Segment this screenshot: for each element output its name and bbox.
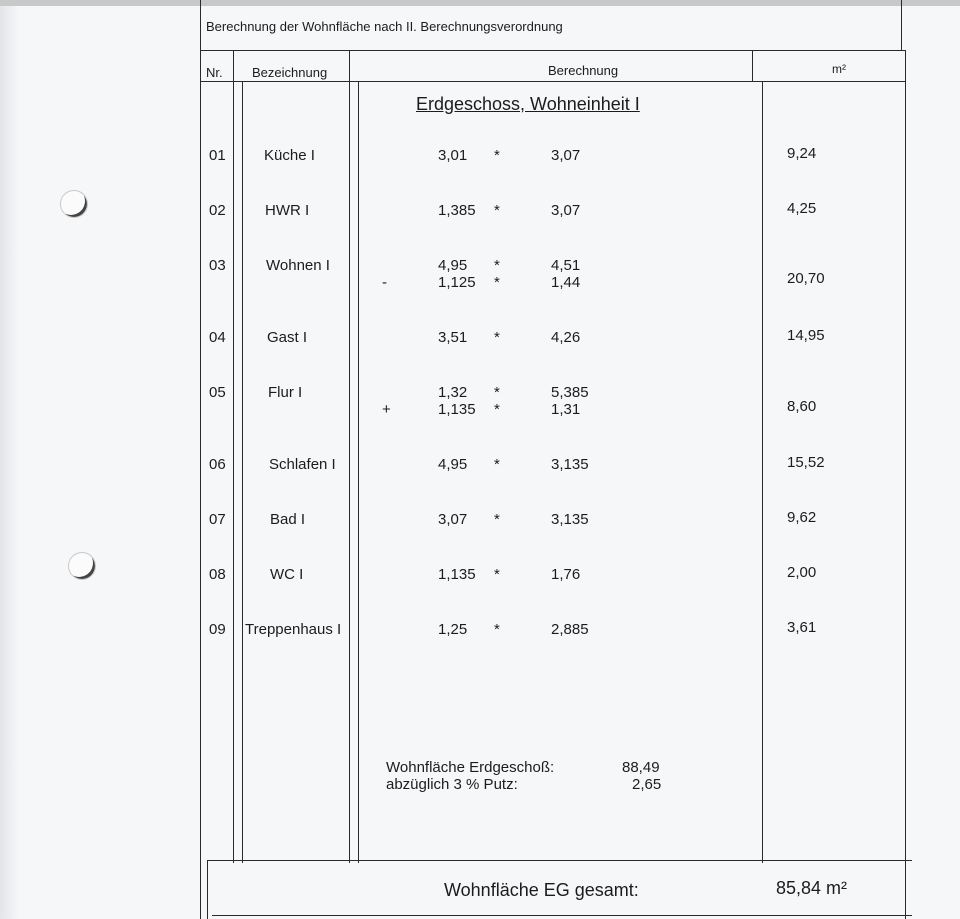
calc-factor-a: 3,07 [438,511,468,528]
total-bottom-line [212,915,912,916]
calc-operator: * [494,511,500,528]
room-name: Gast I [267,329,308,346]
column-header-berechnung: Berechnung [548,63,619,78]
calc-factor-a: 1,32 [438,384,468,401]
column-header-unit: m² [832,62,846,76]
calc-operator: * [494,384,500,401]
total-top-line [207,860,912,861]
room-name: WC I [270,566,304,583]
frame-left-line [200,0,201,919]
calc-operator: * [494,329,500,346]
calc-factor-b: 4,26 [551,329,581,346]
calc-operator: * [494,621,500,638]
frame-right-top-line [901,0,902,50]
total-left-line [207,860,208,919]
row-number: 07 [209,511,226,528]
calc-factor-b: 3,07 [551,147,581,164]
punch-hole-top [60,190,88,218]
col-sep-bez-inner [358,81,359,863]
room-area: 9,24 [787,145,817,162]
total-label: Wohnfläche EG gesamt: [444,880,639,900]
calc-factor-a: 1,135 [438,566,476,583]
total-value: 85,84 m² [776,878,848,898]
room-area: 20,70 [787,270,825,287]
calc-factor-a: 3,01 [438,147,468,164]
calc-factor-a: 1,135 [438,401,476,418]
calc-operator: * [494,274,500,291]
room-area: 8,60 [787,398,817,415]
calc-factor-a: 3,51 [438,329,468,346]
calc-sign: + [382,401,391,418]
calc-operator: * [494,456,500,473]
summary-value-plaster: 2,65 [632,776,662,793]
room-name: Flur I [268,384,303,401]
calc-operator: * [494,257,500,274]
col-sep-nr-inner [242,81,243,863]
paper-edge [0,0,18,919]
summary-label-plaster: abzüglich 3 % Putz: [386,776,518,793]
header-bottom-line [200,81,905,82]
calc-factor-a: 4,95 [438,257,468,274]
document-title: Berechnung der Wohnfläche nach II. Berechnungsverordnung [206,19,563,34]
room-name: Küche I [264,147,315,164]
row-number: 09 [209,621,226,638]
calc-factor-a: 1,125 [438,274,476,291]
scan-top-band [0,0,960,6]
col-sep-bez [349,50,350,863]
room-area: 9,62 [787,509,817,526]
column-header-nr: Nr. [206,65,223,80]
calc-factor-a: 1,25 [438,621,468,638]
col-sep-ber-head [752,50,753,82]
calc-operator: * [494,202,500,219]
calc-factor-b: 1,31 [551,401,581,418]
room-area: 15,52 [787,454,825,471]
room-name: Schlafen I [269,456,336,473]
row-number: 01 [209,147,226,164]
room-area: 14,95 [787,327,825,344]
room-name: HWR I [265,202,310,219]
row-number: 05 [209,384,226,401]
calc-factor-b: 2,885 [551,621,589,638]
room-name: Bad I [270,511,306,528]
calc-sign: - [382,274,387,291]
column-header-bezeichnung: Bezeichnung [252,65,328,80]
col-sep-nr [233,50,234,863]
row-number: 04 [209,329,226,346]
section-title: Erdgeschoss, Wohneinheit I [416,94,640,114]
row-number: 03 [209,257,226,274]
summary-label-living-area: Wohnfläche Erdgeschoß: [386,759,555,776]
col-sep-ber [762,81,763,863]
room-name: Treppenhaus I [245,621,342,638]
calc-factor-a: 4,95 [438,456,468,473]
room-name: Wohnen I [266,257,330,274]
row-number: 02 [209,202,226,219]
calc-operator: * [494,566,500,583]
room-area: 2,00 [787,564,817,581]
calc-factor-b: 3,135 [551,511,589,528]
punch-hole-bottom [68,552,96,580]
calc-factor-b: 4,51 [551,257,581,274]
room-area: 4,25 [787,200,817,217]
header-top-line [200,50,905,51]
summary-value-living-area: 88,49 [622,759,660,776]
row-number: 08 [209,566,226,583]
row-number: 06 [209,456,226,473]
calc-operator: * [494,401,500,418]
calc-factor-b: 3,07 [551,202,581,219]
frame-right-line [905,50,906,919]
calc-factor-b: 1,44 [551,274,581,291]
calc-factor-b: 1,76 [551,566,581,583]
calc-factor-b: 5,385 [551,384,589,401]
calc-factor-b: 3,135 [551,456,589,473]
room-area: 3,61 [787,619,817,636]
calc-operator: * [494,147,500,164]
calc-factor-a: 1,385 [438,202,476,219]
